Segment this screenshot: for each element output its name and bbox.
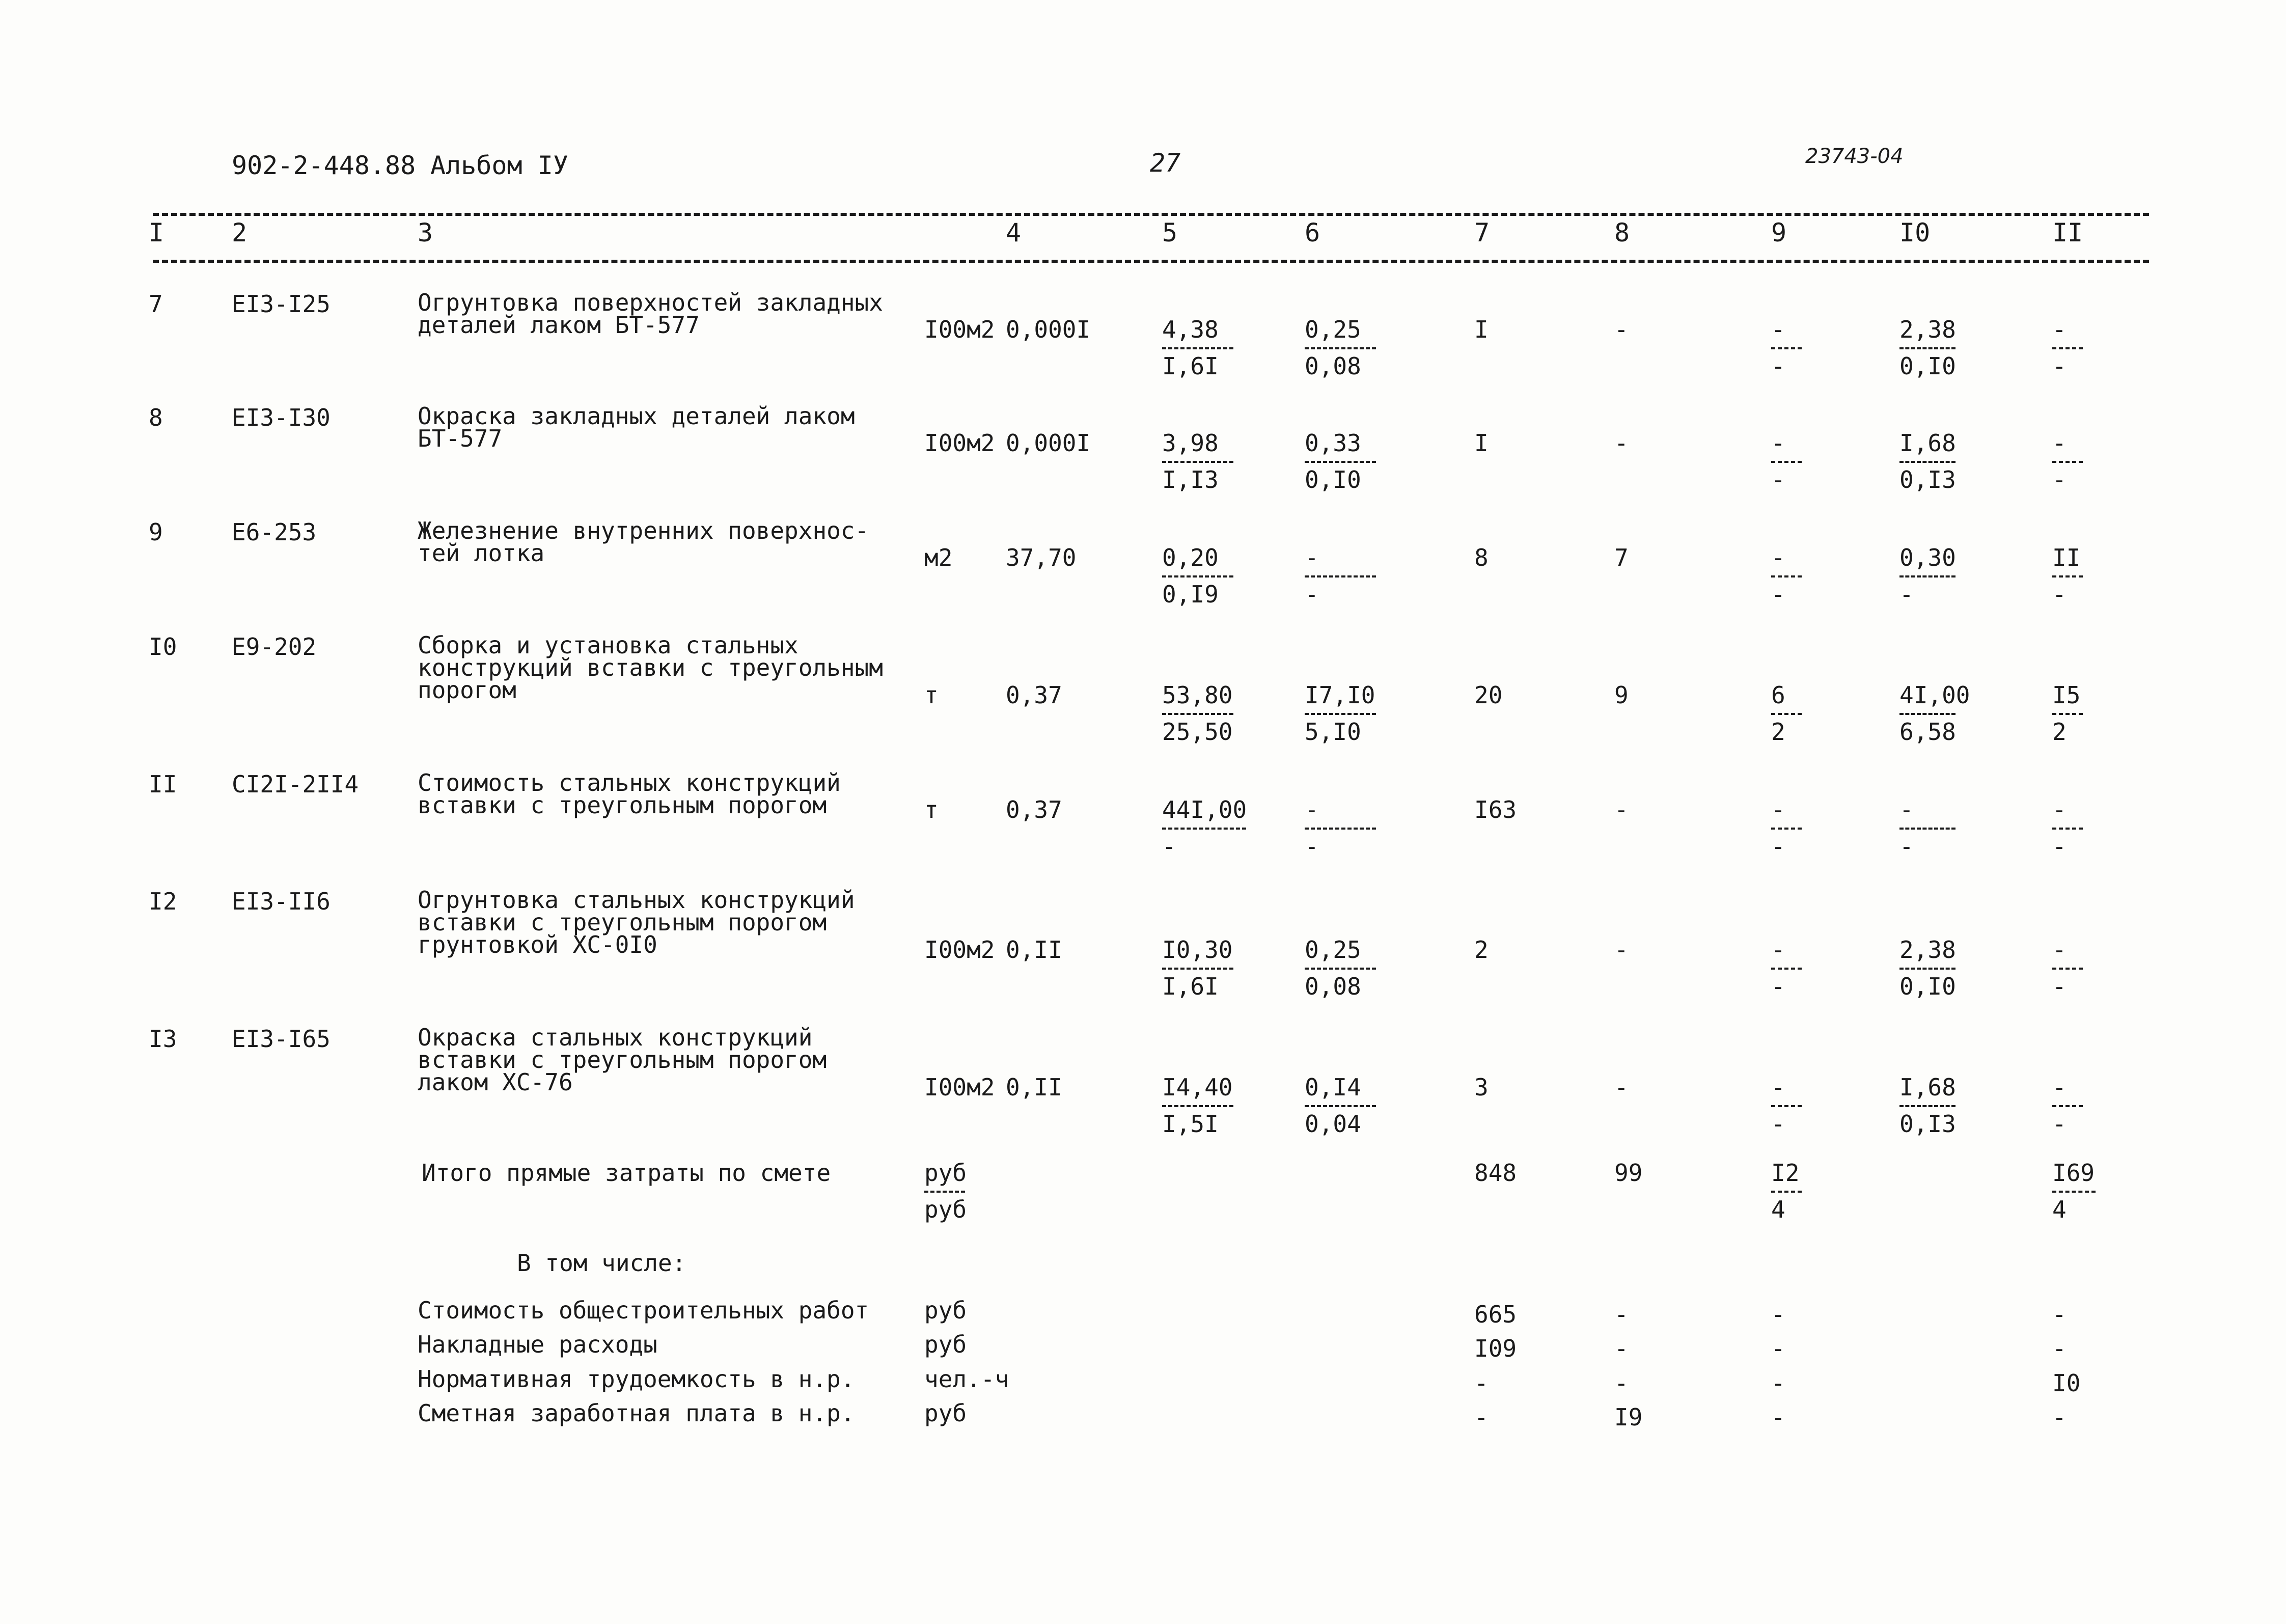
col10-value-bottom: -: [1899, 833, 1914, 860]
col5-value-top: I4,40: [1162, 1074, 1233, 1101]
unit: т: [924, 681, 939, 709]
row-number: 7: [149, 290, 163, 318]
total-unit-top: руб: [924, 1159, 967, 1187]
unit: м2: [924, 544, 953, 571]
col9-value-bottom: -: [1771, 973, 1785, 1000]
col6-value-top: -: [1305, 544, 1319, 571]
col8-value: -: [1614, 1074, 1629, 1101]
col10-value-divider: [1899, 575, 1956, 577]
col9-value-top: -: [1771, 429, 1785, 457]
col5-value: [1162, 682, 1279, 749]
summary-col7: I09: [1474, 1335, 1517, 1362]
col5-value-bottom: I,I3: [1162, 466, 1219, 493]
col10-value-divider: [1899, 1105, 1956, 1107]
col10-value-bottom: 0,I0: [1899, 352, 1956, 380]
column-header-10: I0: [1899, 218, 1931, 247]
col6-value: [1305, 1075, 1422, 1141]
column-header-2: 2: [232, 218, 247, 247]
rate-code: EI3-I30: [232, 404, 330, 431]
column-header-5: 5: [1162, 218, 1178, 247]
col9-value-divider: [1771, 347, 1802, 349]
unit: I00м2: [924, 429, 995, 457]
row-number: I3: [149, 1025, 177, 1053]
col6-value-top: 0,25: [1305, 936, 1361, 964]
col10-value: [1899, 682, 2017, 749]
summary-label: Нормативная трудоемкость в н.р.: [418, 1365, 855, 1393]
summary-col8: -: [1614, 1335, 1629, 1362]
col7-value: 3: [1474, 1074, 1489, 1101]
col5-value-bottom: I,6I: [1162, 973, 1219, 1000]
col11-value-divider: [2052, 575, 2083, 577]
col5-value-top: 0,20: [1162, 544, 1219, 571]
summary-unit: чел.-ч: [924, 1365, 1009, 1393]
col11-value: [2052, 682, 2169, 749]
col9-value-top: -: [1771, 796, 1785, 823]
col8-value: 9: [1614, 681, 1629, 709]
col11-value-bottom: 2: [2052, 718, 2067, 746]
quantity: 37,70: [1006, 544, 1077, 571]
col10-value-top: 2,38: [1899, 316, 1956, 343]
col5-value-divider: [1162, 575, 1233, 577]
summary-col11: -: [2052, 1335, 2067, 1362]
total-unit-divider: [924, 1191, 965, 1193]
total-unit-bottom: руб: [924, 1196, 967, 1223]
total-col9-bottom: 4: [1771, 1196, 1785, 1223]
col11-value-top: -: [2052, 936, 2067, 964]
col10-value: [1899, 430, 2017, 497]
col5-value-divider: [1162, 713, 1233, 715]
col10-value: [1899, 797, 2017, 863]
summary-label: Накладные расходы: [418, 1331, 657, 1358]
col6-value: [1305, 545, 1422, 611]
summary-col11: I0: [2052, 1369, 2081, 1397]
col11-value-bottom: -: [2052, 352, 2067, 380]
col7-value: 20: [1474, 681, 1503, 709]
quantity: 0,37: [1006, 796, 1062, 823]
work-description: Окраска стальных конструкций вставки с треугольным порогом лаком ХС-76: [418, 1024, 827, 1096]
total-col9-top: I2: [1771, 1159, 1800, 1187]
col10-value-divider: [1899, 968, 1956, 970]
total-col11-divider: [2052, 1191, 2096, 1193]
summary-col9: -: [1771, 1369, 1785, 1397]
col10-value-bottom: -: [1899, 581, 1914, 608]
column-header-4: 4: [1006, 218, 1022, 247]
row-number: II: [149, 770, 177, 798]
rate-code: EI3-I25: [232, 290, 330, 318]
work-description: Железнение внутренних поверхнос- тей лотка: [418, 517, 869, 567]
work-description: Окраска закладных деталей лаком БТ-577: [418, 402, 855, 452]
col9-value: [1771, 317, 1888, 383]
summary-col8: -: [1614, 1301, 1629, 1328]
col9-value-bottom: -: [1771, 1110, 1785, 1138]
col6-value-bottom: -: [1305, 581, 1319, 608]
col11-value-top: I5: [2052, 681, 2081, 709]
summary-col9: -: [1771, 1403, 1785, 1431]
col6-value-divider: [1305, 575, 1376, 577]
col11-value-bottom: -: [2052, 833, 2067, 860]
column-header-1: I: [149, 218, 164, 247]
col9-value: [1771, 1075, 1888, 1141]
col6-value-top: 0,33: [1305, 429, 1361, 457]
col5-value-top: I0,30: [1162, 936, 1233, 964]
quantity: 0,37: [1006, 681, 1062, 709]
col10-value-divider: [1899, 461, 1956, 463]
row-number: I0: [149, 633, 177, 660]
col10-value-divider: [1899, 347, 1956, 349]
total-col11: [2052, 1160, 2169, 1226]
col9-value: [1771, 937, 1888, 1003]
rate-code: EI3-II6: [232, 888, 330, 915]
summary-col7: -: [1474, 1403, 1489, 1431]
col5-value-divider: [1162, 461, 1233, 463]
col9-value: [1771, 682, 1888, 749]
col6-value-top: -: [1305, 796, 1319, 823]
col11-value-bottom: -: [2052, 466, 2067, 493]
col11-value-bottom: -: [2052, 581, 2067, 608]
col11-value: [2052, 797, 2169, 863]
col10-value-top: 0,30: [1899, 544, 1956, 571]
col6-value-bottom: 0,08: [1305, 352, 1361, 380]
col11-value-divider: [2052, 713, 2083, 715]
col9-value: [1771, 430, 1888, 497]
col9-value: [1771, 797, 1888, 863]
total-label: Итого прямые затраты по смете: [422, 1159, 831, 1187]
column-header-6: 6: [1305, 218, 1320, 247]
summary-unit: руб: [924, 1331, 967, 1358]
summary-col11: -: [2052, 1403, 2067, 1431]
col5-value-divider: [1162, 968, 1233, 970]
col6-value-divider: [1305, 828, 1376, 830]
summary-label: Сметная заработная плата в н.р.: [418, 1399, 855, 1427]
col6-value-divider: [1305, 461, 1376, 463]
col6-value-top: I7,I0: [1305, 681, 1375, 709]
col9-value-top: -: [1771, 544, 1785, 571]
col7-value: 2: [1474, 936, 1489, 964]
quantity: 0,000I: [1006, 316, 1091, 343]
col9-value-bottom: -: [1771, 833, 1785, 860]
col6-value-top: 0,25: [1305, 316, 1361, 343]
col10-value-top: 4I,00: [1899, 681, 1970, 709]
total-unit: [924, 1160, 1041, 1226]
work-description: Огрунтовка стальных конструкций вставки с треугольным порогом грунтовкой ХС-0I0: [418, 886, 855, 958]
col11-value-top: -: [2052, 796, 2067, 823]
col11-value: [2052, 545, 2169, 611]
col6-value-top: 0,I4: [1305, 1074, 1361, 1101]
col6-value: [1305, 797, 1422, 863]
summary-label: Стоимость общестроительных работ: [418, 1297, 869, 1324]
col7-value: I: [1474, 316, 1489, 343]
summary-col9: -: [1771, 1301, 1785, 1328]
col10-value-top: 2,38: [1899, 936, 1956, 964]
col11-value-top: -: [2052, 316, 2067, 343]
col8-value: -: [1614, 796, 1629, 823]
row-number: I2: [149, 888, 177, 915]
col9-value-top: 6: [1771, 681, 1785, 709]
col6-value-bottom: -: [1305, 833, 1319, 860]
col7-value: 8: [1474, 544, 1489, 571]
work-description: Сборка и установка стальных конструкций вставки с треугольным порогом: [418, 631, 883, 704]
col5-value-bottom: -: [1162, 833, 1176, 860]
unit: I00м2: [924, 1074, 995, 1101]
rate-code: CI2I-2II4: [232, 770, 359, 798]
row-number: 9: [149, 518, 163, 546]
col9-value-divider: [1771, 461, 1802, 463]
col5-value-divider: [1162, 347, 1233, 349]
summary-col9: -: [1771, 1335, 1785, 1362]
rate-code: E6-253: [232, 518, 317, 546]
col10-value-bottom: 0,I3: [1899, 1110, 1956, 1138]
col11-value-top: II: [2052, 544, 2081, 571]
col10-value-bottom: 0,I0: [1899, 973, 1956, 1000]
summary-unit: руб: [924, 1399, 967, 1427]
unit: I00м2: [924, 936, 995, 964]
col9-value-top: -: [1771, 316, 1785, 343]
total-col11-top: I69: [2052, 1159, 2095, 1187]
col9-value-bottom: -: [1771, 352, 1785, 380]
album-label: Альбом IУ: [430, 151, 568, 180]
col8-value: -: [1614, 316, 1629, 343]
col5-value-bottom: I,6I: [1162, 352, 1219, 380]
col10-value: [1899, 937, 2017, 1003]
total-col9: [1771, 1160, 1888, 1226]
col8-value: -: [1614, 936, 1629, 964]
col5-value-top: 44I,00: [1162, 796, 1247, 823]
col5-value-bottom: 25,50: [1162, 718, 1233, 746]
total-col8: 99: [1614, 1159, 1643, 1187]
header-bottom-rule: [153, 260, 2149, 263]
col9-value-bottom: 2: [1771, 718, 1785, 746]
col11-value-divider: [2052, 968, 2083, 970]
col11-value-bottom: -: [2052, 1110, 2067, 1138]
col5-value: [1162, 797, 1279, 863]
summary-col7: -: [1474, 1369, 1489, 1397]
summary-col8: -: [1614, 1369, 1629, 1397]
col11-value-divider: [2052, 461, 2083, 463]
col7-value: I63: [1474, 796, 1517, 823]
col5-value: [1162, 430, 1279, 497]
col5-value-bottom: I,5I: [1162, 1110, 1219, 1138]
column-header-7: 7: [1474, 218, 1490, 247]
col5-value: [1162, 317, 1279, 383]
col10-value-top: I,68: [1899, 429, 1956, 457]
col10-value-bottom: 0,I3: [1899, 466, 1956, 493]
total-col9-divider: [1771, 1191, 1802, 1193]
column-header-9: 9: [1771, 218, 1787, 247]
col9-value-divider: [1771, 828, 1802, 830]
col6-value: [1305, 430, 1422, 497]
col5-value: [1162, 937, 1279, 1003]
rate-code: E9-202: [232, 633, 317, 660]
col8-value: 7: [1614, 544, 1629, 571]
col10-value-bottom: 6,58: [1899, 718, 1956, 746]
col6-value: [1305, 317, 1422, 383]
col11-value: [2052, 317, 2169, 383]
col5-value-top: 4,38: [1162, 316, 1219, 343]
col6-value-divider: [1305, 347, 1376, 349]
col6-value-divider: [1305, 968, 1376, 970]
col10-value: [1899, 1075, 2017, 1141]
col6-value-bottom: 5,I0: [1305, 718, 1361, 746]
page-number: 27: [1150, 148, 1181, 178]
total-col7: 848: [1474, 1159, 1517, 1187]
work-description: Стоимость стальных конструкций вставки с треугольным порогом: [418, 769, 841, 819]
col9-value-top: -: [1771, 1074, 1785, 1101]
col9-value-bottom: -: [1771, 581, 1785, 608]
column-header-11: II: [2052, 218, 2083, 247]
doc-code: 902-2-448.88: [232, 151, 416, 180]
col6-value: [1305, 682, 1422, 749]
quantity: 0,II: [1006, 936, 1062, 964]
work-description: Огрунтовка поверхностей закладных деталей лаком БТ-577: [418, 289, 883, 339]
col11-value-divider: [2052, 1105, 2083, 1107]
col8-value: -: [1614, 429, 1629, 457]
col5-value-top: 3,98: [1162, 429, 1219, 457]
col10-value-divider: [1899, 713, 1956, 715]
col6-value-bottom: 0,I0: [1305, 466, 1361, 493]
col5-value: [1162, 1075, 1279, 1141]
quantity: 0,II: [1006, 1074, 1062, 1101]
col9-value-bottom: -: [1771, 466, 1785, 493]
col10-value-divider: [1899, 828, 1956, 830]
col5-value: [1162, 545, 1279, 611]
col6-value-bottom: 0,08: [1305, 973, 1361, 1000]
col6-value-divider: [1305, 713, 1376, 715]
col11-value: [2052, 1075, 2169, 1141]
col10-value-top: I,68: [1899, 1074, 1956, 1101]
col9-value-divider: [1771, 575, 1802, 577]
total-col11-bottom: 4: [2052, 1196, 2067, 1223]
summary-col7: 665: [1474, 1301, 1517, 1328]
col9-value-divider: [1771, 968, 1802, 970]
column-header-8: 8: [1614, 218, 1630, 247]
col5-value-bottom: 0,I9: [1162, 581, 1219, 608]
col9-value-divider: [1771, 1105, 1802, 1107]
col7-value: I: [1474, 429, 1489, 457]
header-top-rule: [153, 213, 2149, 216]
col10-value: [1899, 545, 2017, 611]
col6-value-bottom: 0,04: [1305, 1110, 1361, 1138]
archive-stamp: 23743-04: [1805, 145, 1904, 168]
unit: т: [924, 796, 939, 823]
col11-value-top: -: [2052, 429, 2067, 457]
including-label: В том числе:: [517, 1249, 686, 1277]
col11-value: [2052, 937, 2169, 1003]
summary-col8: I9: [1614, 1403, 1643, 1431]
summary-unit: руб: [924, 1297, 967, 1324]
col10-value: [1899, 317, 2017, 383]
summary-col11: -: [2052, 1301, 2067, 1328]
col5-value-divider: [1162, 828, 1246, 830]
col5-value-divider: [1162, 1105, 1233, 1107]
col11-value: [2052, 430, 2169, 497]
col11-value-bottom: -: [2052, 973, 2067, 1000]
col9-value-top: -: [1771, 936, 1785, 964]
col6-value-divider: [1305, 1105, 1376, 1107]
col9-value: [1771, 545, 1888, 611]
col6-value: [1305, 937, 1422, 1003]
column-header-3: 3: [418, 218, 433, 247]
col5-value-top: 53,80: [1162, 681, 1233, 709]
row-number: 8: [149, 404, 163, 431]
col10-value-top: -: [1899, 796, 1914, 823]
col11-value-divider: [2052, 347, 2083, 349]
quantity: 0,000I: [1006, 429, 1091, 457]
col9-value-divider: [1771, 713, 1802, 715]
unit: I00м2: [924, 316, 995, 343]
rate-code: EI3-I65: [232, 1025, 330, 1053]
col11-value-top: -: [2052, 1074, 2067, 1101]
col11-value-divider: [2052, 828, 2083, 830]
